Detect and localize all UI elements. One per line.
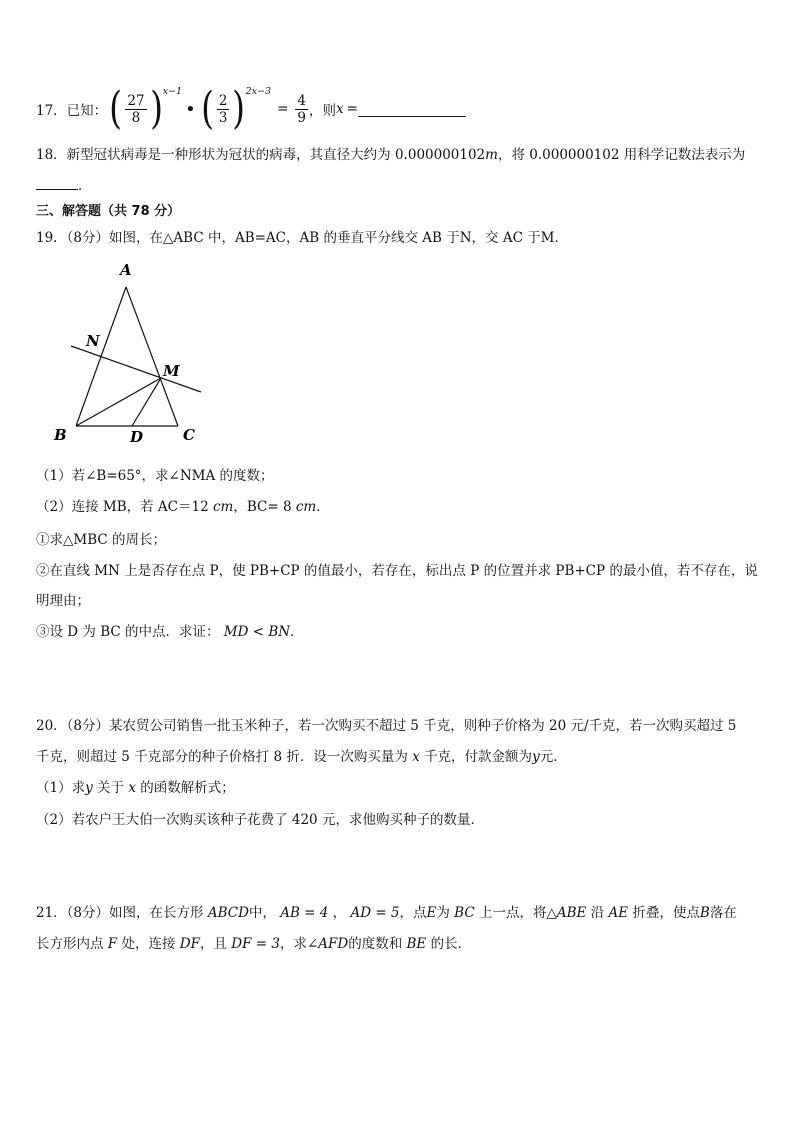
question-20-line-1: 20．（8分）某农贸公司销售一批玉米种子，若一次购买不超过 5 千克，则种子价格为 20 元/千克，若一次购买超过 5 (36, 718, 737, 734)
fraction-numerator: 27 (127, 92, 145, 109)
q18-text: ． (78, 178, 92, 194)
math-df-eq: DF = 3 (231, 936, 280, 952)
math-b: B (699, 905, 710, 921)
equals-sign: = (277, 101, 289, 117)
math-f: F (107, 936, 118, 952)
multiply-dot: • (185, 98, 196, 120)
label-c: C (183, 426, 195, 444)
question-21-line-1 (36, 903, 737, 923)
math-be: BE (406, 936, 427, 952)
variable-x: x (335, 101, 344, 117)
q21-text: 处，连接 (121, 936, 176, 952)
label-n: N (86, 332, 100, 350)
q21-text: ，点 (399, 905, 427, 921)
variable-y: y (85, 780, 93, 796)
fraction-4-9 (295, 93, 308, 126)
exponent: x−1 (162, 85, 183, 97)
triangle-figure (48, 258, 218, 450)
fraction-27-8 (125, 93, 146, 126)
q20-text: 千克，付款金额为 (424, 749, 533, 765)
math-abcd: ABCD (207, 905, 249, 921)
left-paren-icon: ( (109, 83, 123, 134)
segment-md (132, 378, 161, 426)
label-d: D (130, 428, 144, 446)
q20-text: （1）求 (36, 780, 86, 796)
q21-text: 的度数和 (348, 936, 403, 952)
question-19-stem: 19．（8分）如图，在△ABC 中，AB=AC，AB 的垂直平分线交 AB 于N，交 AC 于M． (36, 230, 569, 246)
q21-text: ，求∠ (279, 936, 319, 952)
left-paren-icon: ( (200, 83, 214, 134)
q19-text: ． (316, 499, 330, 515)
q21-text: 的长． (430, 936, 472, 952)
right-paren-icon: ) (232, 83, 246, 134)
segment-ac (126, 287, 178, 426)
fraction-denominator: 8 (131, 109, 141, 126)
q21-text: 为 (436, 905, 450, 921)
question-18-line-2 (36, 175, 92, 196)
q19-text: ，BC= 8 (233, 499, 292, 515)
question-17 (36, 83, 466, 134)
math-afd: AFD (318, 936, 349, 952)
variable-x: x (128, 780, 136, 796)
fraction-numerator: 2 (218, 92, 228, 109)
q21-text: 折叠，使点 (632, 905, 700, 921)
fraction-denominator: 9 (297, 109, 306, 126)
segment-mb (76, 378, 161, 426)
inequality: MD < BN (223, 624, 291, 640)
answer-blank[interactable] (36, 175, 78, 190)
section-heading: 三、解答题（共 78 分） (36, 204, 181, 219)
question-21-line-2 (36, 934, 471, 954)
unit: cm (295, 499, 317, 515)
q20-part-2: （2）若农户王大伯一次购买该种子花费了 420 元，求他购买种子的数量． (36, 812, 484, 828)
q21-text: 落在 (709, 905, 737, 921)
q19-part-1: （1）若∠B=65°，求∠NMA 的度数； (36, 468, 274, 484)
q20-text: 关于 (97, 780, 125, 796)
q18-text: 18．新型冠状病毒是一种形状为冠状的病毒，其直径大约为 0.000000102 (36, 147, 486, 163)
fraction-2-3 (217, 93, 230, 126)
math-bc: BC (454, 905, 475, 921)
unit: m (485, 147, 498, 163)
q21-text: 沿 (590, 905, 605, 921)
variable-y: y (532, 749, 540, 765)
math-e: E (426, 905, 437, 921)
variable-x: x (412, 749, 420, 765)
unit: cm (212, 499, 234, 515)
q19-part-2 (36, 497, 330, 517)
q21-text: 上一点，将△ (478, 905, 557, 921)
q20-text: 元． (539, 749, 567, 765)
q19-sub-2-line-2: 明理由； (36, 593, 90, 609)
q19-text: （2）连接 MB，若 AC＝12 (36, 499, 209, 515)
label-b: B (54, 426, 67, 444)
q19-text: ③设 D 为 BC 的中点．求证： (36, 624, 220, 640)
q21-text: ， (332, 905, 347, 921)
question-20-line-2 (36, 747, 567, 767)
math-ae: AE (608, 905, 629, 921)
q21-text: 中， (248, 905, 276, 921)
q21-text: 21．（8分）如图，在长方形 (36, 905, 204, 921)
math-df: DF (179, 936, 200, 952)
label-m: M (163, 362, 180, 380)
q19-sub-2-line-1: ②在直线 MN 上是否存在点 P，使 PB+CP 的值最小，若存在，标出点 P 的位置并求 PB+CP 的最小值，若不存在，说 (36, 563, 758, 579)
q20-text: 千克，则超过 5 千克部分的种子价格打 8 折．设一次购买量为 (36, 749, 408, 765)
q19-sub-1: ①求△MBC 的周长； (36, 532, 166, 548)
right-paren-icon: ) (149, 83, 163, 134)
q20-text: 的函数解析式； (140, 780, 235, 796)
question-18-line-1 (36, 145, 745, 165)
q21-text: 长方形内点 (36, 936, 104, 952)
equals-sign: = (346, 101, 358, 117)
label-a: A (120, 261, 132, 279)
q19-sub-3 (36, 622, 304, 642)
math-ad-eq: AD = 5 (350, 905, 400, 921)
q19-text: ． (290, 624, 304, 640)
q18-text: ，将 0.000000102 用科学记数法表示为 (497, 147, 746, 163)
fraction-numerator: 4 (297, 92, 306, 109)
exponent: 2x−3 (245, 85, 272, 97)
q20-part-1 (36, 778, 235, 798)
math-ab-eq: AB = 4 (280, 905, 329, 921)
fraction-denominator: 3 (218, 109, 228, 126)
q21-text: ，且 (199, 936, 227, 952)
answer-blank[interactable] (358, 102, 466, 117)
math-abe: ABE (556, 905, 587, 921)
q17-suffix: ，则 (308, 103, 336, 119)
q17-prefix: 17．已知： (36, 103, 108, 119)
